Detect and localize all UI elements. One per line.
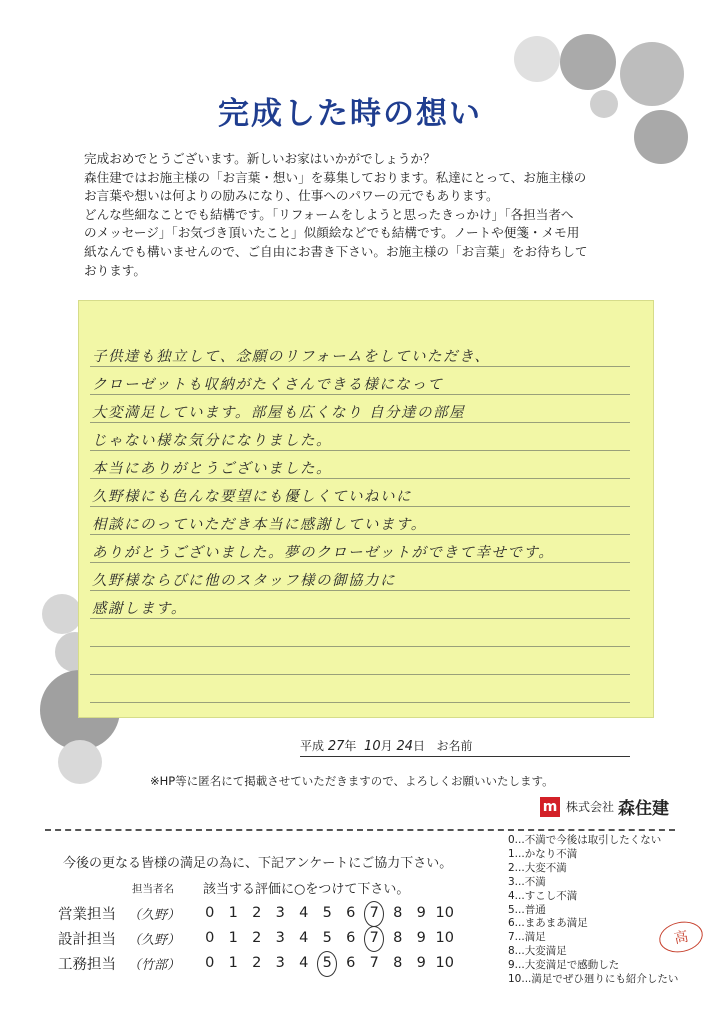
ruled-line	[90, 618, 630, 619]
date-day-suffix: 日	[412, 739, 425, 753]
rating-option[interactable]: 5	[322, 930, 332, 946]
survey-row-design	[58, 927, 457, 949]
handwritten-line: 相談にのっていただき本当に感謝しています。	[92, 517, 427, 533]
legend-item: 10...満足でぜひ廻りにも紹介したい	[508, 973, 679, 986]
survey-role: 営業担当	[58, 906, 116, 923]
rating-option[interactable]: 9	[416, 955, 426, 971]
ruled-line	[90, 450, 630, 451]
decor-circle	[560, 34, 616, 90]
ruled-line	[90, 562, 630, 563]
rating-option[interactable]: 2	[252, 955, 262, 971]
decor-circle	[42, 594, 82, 634]
date-month-suffix: 月	[380, 739, 393, 753]
rating-option[interactable]: 5	[322, 905, 332, 921]
handwritten-line: ありがとうございました。夢のクローゼットができて幸せです。	[92, 545, 555, 561]
handwritten-line: 大変満足しています。部屋も広くなり 自分達の部屋	[92, 405, 465, 421]
intro-line: 完成おめでとうございます。新しいお家はいかがでしょうか？	[84, 151, 436, 166]
rating-option[interactable]: 0	[205, 905, 215, 921]
ruled-line	[90, 422, 630, 423]
survey-person: （竹部）	[128, 957, 181, 973]
ruled-line	[90, 702, 630, 703]
rating-scale	[198, 930, 457, 946]
rating-option[interactable]: 8	[393, 930, 403, 946]
rating-option[interactable]: 9	[416, 905, 426, 921]
legend-item: 3...不満	[508, 875, 546, 888]
handwritten-line: 感謝します。	[92, 601, 187, 617]
rating-option[interactable]: 9	[416, 930, 426, 946]
survey-person: （久野）	[128, 907, 181, 923]
rating-option[interactable]: 4	[299, 905, 309, 921]
date-era: 平成	[300, 739, 325, 753]
logo-company-name: 森住建	[618, 799, 670, 819]
handwritten-line: 本当にありがとうございました。	[92, 461, 332, 477]
rating-option[interactable]: 1	[228, 930, 238, 946]
intro-line: どんな些細なことでも結構です。「リフォームをしようと思ったきっかけ」「各担当者へ	[84, 206, 574, 222]
intro-line: 紙なんでも構いませんので、ご自由にお書き下さい。お施主様の「お言葉」をお待ちして	[84, 243, 588, 259]
rating-column-header: 該当する評価に○をつけて下さい。	[203, 882, 410, 897]
rating-option[interactable]: 8	[393, 905, 403, 921]
approval-stamp: 高	[656, 918, 705, 956]
ruled-line	[90, 394, 630, 395]
rating-option-selected[interactable]: 5	[316, 955, 340, 971]
survey-person: （久野）	[128, 932, 181, 948]
rating-option[interactable]: 10	[435, 905, 454, 921]
rating-legend	[508, 834, 678, 987]
decor-circle	[514, 36, 560, 82]
rating-option-selected[interactable]: 7	[363, 905, 387, 921]
logo-company-type: 株式会社	[566, 800, 615, 814]
rating-option[interactable]: 8	[393, 955, 403, 971]
ruled-line	[90, 366, 630, 367]
survey-title: 今後の更なる皆様の満足の為に、下記アンケートにご協力下さい。	[63, 856, 453, 871]
rating-option[interactable]: 3	[275, 905, 285, 921]
rating-option[interactable]: 0	[205, 930, 215, 946]
cut-line-divider	[45, 829, 675, 831]
rating-scale	[198, 905, 457, 921]
legend-item: 1...かなり不満	[508, 847, 578, 860]
legend-item: 4...すこし不満	[508, 889, 578, 902]
rating-option[interactable]: 6	[346, 905, 356, 921]
rating-option[interactable]: 6	[346, 955, 356, 971]
legend-item: 0...不満で今後は取引したくない	[508, 834, 662, 846]
staff-column-header: 担当者名	[132, 883, 174, 895]
rating-option[interactable]: 10	[435, 955, 454, 971]
rating-option[interactable]: 3	[275, 955, 285, 971]
handwritten-line: 子供達も独立して、念願のリフォームをしていただき、	[92, 349, 491, 365]
logo-mark-icon: m	[540, 797, 560, 817]
decor-circle	[58, 740, 102, 784]
intro-line: のメッセージ」「お気づき頂いたこと」似顔絵などでも結構です。ノートや便箋・メモ用	[84, 225, 580, 241]
rating-scale	[198, 955, 457, 971]
legend-item: 8...大変満足	[508, 945, 567, 958]
handwritten-line: クローゼットも収納がたくさんできる様になって	[92, 377, 444, 393]
rating-option[interactable]: 4	[299, 955, 309, 971]
legend-item: 9...大変満足で感動した	[508, 959, 620, 972]
ruled-line	[90, 534, 630, 535]
intro-text	[84, 150, 644, 280]
survey-role: 設計担当	[58, 931, 116, 948]
rating-option[interactable]: 3	[275, 930, 285, 946]
handwritten-line: 久野様にも色んな要望にも優しくていねいに	[92, 489, 412, 505]
rating-option[interactable]: 2	[252, 930, 262, 946]
rating-option[interactable]: 4	[299, 930, 309, 946]
date-year-suffix: 年	[344, 739, 357, 753]
rating-option[interactable]: 2	[252, 905, 262, 921]
hp-notice: ※HP等に匿名にて掲載させていただきますので、よろしくお願いいたします。	[150, 774, 554, 788]
ruled-line	[90, 590, 630, 591]
rating-option[interactable]: 6	[346, 930, 356, 946]
page-title: 完成した時の想い	[218, 96, 482, 132]
intro-line: 森住建ではお施主様の「お言葉・想い」を募集しております。私達にとって、お施主様の	[84, 169, 587, 185]
date-day: 24	[396, 739, 413, 754]
survey-row-sales	[58, 902, 457, 924]
legend-item: 6...まあまあ満足	[508, 917, 588, 930]
decor-circle	[620, 42, 684, 106]
rating-option[interactable]: 7	[369, 955, 379, 971]
rating-option[interactable]: 10	[435, 930, 454, 946]
date-month: 10	[364, 739, 381, 754]
rating-option[interactable]: 1	[228, 905, 238, 921]
legend-item: 5...普通	[508, 903, 546, 916]
rating-option[interactable]: 1	[228, 955, 238, 971]
ruled-line	[90, 506, 630, 507]
ruled-line	[90, 478, 630, 479]
legend-item: 2...大変不満	[508, 861, 567, 874]
ruled-line	[90, 674, 630, 675]
date-year: 27	[327, 739, 345, 754]
legend-item: 7...満足	[508, 931, 546, 944]
intro-line: お言葉や想いは何よりの励みになり、仕事へのパワーの元でもあります。	[84, 188, 499, 204]
survey-row-construction	[58, 952, 457, 974]
survey-role: 工務担当	[58, 956, 116, 973]
handwritten-line: 久野様ならびに他のスタッフ様の御協力に	[92, 573, 396, 589]
ruled-line	[90, 646, 630, 647]
rating-option[interactable]: 0	[205, 955, 215, 971]
name-label: お名前	[436, 739, 473, 753]
rating-option-selected[interactable]: 7	[363, 930, 387, 946]
handwritten-line: じゃない様な気分になりました。	[92, 433, 332, 449]
decor-circle	[590, 90, 618, 118]
date-name-line	[300, 737, 630, 757]
intro-line: おります。	[84, 262, 146, 278]
company-logo	[540, 794, 669, 819]
